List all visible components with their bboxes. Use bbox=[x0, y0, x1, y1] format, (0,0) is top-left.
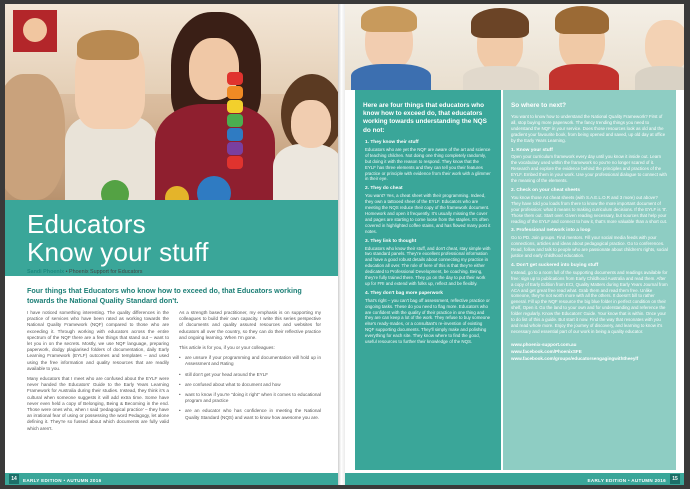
list-item: 1. Know your stuff Open your curriculum framework every day until you know it inside out. Learn the vocabulary used within the framework so you're no longer scared of it. Research and explore the evidence behind the principles and practices of the EYLF. Embed them in your work. Use your professional dialogue to connect with the meaning of the elements. bbox=[511, 147, 667, 184]
panel-body bbox=[365, 140, 491, 349]
list-item: 3. They link to thought Educators who know their stuff, and don't cheat, stay simple with two standard panels. They're excellent professional information and have a good robust details about connecting my practice in education all over. The role of here of this is that they're either dedicated to Professional Development, be coaching. Being, they're fully trained there. They go on the day to put their work up for FRI and extend with folks up, reflect and be flexibly. bbox=[365, 238, 491, 286]
website-link[interactable]: www.phoenix-support.com.au bbox=[511, 341, 577, 347]
link-list bbox=[511, 341, 668, 362]
wall-picture bbox=[13, 10, 57, 52]
footer-text: EARLY EDITION • AUTUMN 2016 bbox=[23, 478, 102, 483]
panel-heading: So where to next? bbox=[511, 102, 567, 109]
article-deck: Four things that Educators who know how to exceed do, that Educators working towards the National Quality Standard don't. bbox=[27, 286, 302, 305]
article-column-1 bbox=[27, 310, 169, 436]
four-things-panel bbox=[355, 90, 501, 470]
facebook-group-link[interactable]: www.facebook.com/groups/educatorsengagingwiththeeylf bbox=[511, 355, 639, 361]
footer-bar bbox=[345, 473, 684, 485]
facebook-link[interactable]: www.facebook.com/PhoenixSFE bbox=[511, 348, 582, 354]
list-item: 2. Check on your cheat sheets You know those A4 cheat sheets (with S.A.E.L.O.R and 3 more) out above? They have told you loads from there to know the more important document of your profession: what it means to making curriculum decisions. If the EYLF is 'It'. Those them out. Start over. Given reading necessary, but sources that help your reading of the EYLF and connect to how it, that's more valuable than a short cut. bbox=[511, 187, 668, 224]
list-item: • are an educator who has confidence in meeting the National Quality Standard (NQS) and want to know how awesome you are. bbox=[179, 408, 321, 420]
page-number: 15 bbox=[670, 474, 680, 484]
bullet-list bbox=[179, 355, 321, 421]
children-photo bbox=[345, 4, 684, 90]
paragraph: I have noticed something interesting. The quality differences in the practice of services who have been rated as working towards the National Quality Framework (NQF) compared to those who are exceeding it. Through working with educators across the entire spectrum of the NQF there are a few things that stand out – want to let you in on the secrets. Mostly, we use NQF language, preparing paperwork, dodgy plagiarised folders of documentation, daily Early Learning Framework (EYLF) outcomes and templates – and used using the free information and quality resources that are readily available to you. bbox=[27, 310, 169, 371]
toy-ring-stacker bbox=[227, 72, 243, 182]
list-item: • want to know if you're "doing it right" when it comes to educational program and practice bbox=[179, 392, 321, 404]
list-item: 2. They do cheat You want? Yes, a cheat sheet with their programming. Indeed, they own a tattooed sheet of the EYLF. Educators who are meeting the NQS reduce their copy of the framework document. Homework and open it frequently. It's usually missing the cover and pages are starting to come loose from the staples. It's often covered in highlighted coffee stains, and has flowed many post it notes. bbox=[365, 186, 491, 234]
list-item: 4. They don't bag more paperwork That's right – you can't bag off assessment, reflective practice or ongoing tasks. These do you need to flag more. Educators who are confident with the quality of their practice in one thing and they are can keep a lot of the work. They refuse to buy someone else's ready-mades, or a consultant's re-invention of existing NQF supporting documents. They'll simply make and polishing everything for each site. They know where to find the good, useful resources to further their knowledge of the NQS. bbox=[365, 290, 491, 345]
list-item: 3. Professional network into a loop Go to PD. Join groups. Find mentors. Fill your social media feeds with your connections, articles and ideas about pedagogical practice. Go to conferences. Read, follow and talk to people who are passionate about children's rights, social justice and early childhood education. bbox=[511, 228, 668, 259]
article-column-2 bbox=[179, 310, 321, 425]
paragraph: This article is for you, if you or your colleagues: bbox=[179, 345, 275, 351]
list-item: 4. Don't get suckered into buying stuff Instead, go to a room full of the supporting documents and readings available for free: sign up to publications from Early Childhood Australia and read them. After a copy of Early Edition from ECI, Quality Matters during Early Years Journal from ACA and get great free read what. Grab them and read them free. Unlike someone, they're not worth more with all the others. It doesn't bill to rather general. Fill up the NQF resource the big blue folder in perfect condition on their shelf, Open it. Go the land to your own and for understanding and reference the folder regularly. Know the Educators' Guide. Your know that is within. Once your to do list of this a guide. But start it now. Find the way that resonates with you and read whole more. Enjoy the journey of discovery, and learning to know it's necessary and essential part of our work in being a quality educator. bbox=[511, 262, 668, 334]
article-title-block bbox=[5, 200, 339, 276]
page-number: 14 bbox=[9, 474, 19, 484]
classroom-photo bbox=[5, 4, 339, 200]
list-item: • are confused about what to document and how bbox=[179, 382, 321, 388]
where-next-panel bbox=[503, 90, 676, 470]
footer-text: EARLY EDITION • AUTUMN 2016 bbox=[587, 478, 666, 483]
paragraph: Many educators that I meet who are confused about the EYLF were never handed the Educators' Guide to the Early Years Learning Framework for Australia during their studies. Instead, they think it's a cultural when someone suggests it will add extra time. Some have never even held a copy of Belonging, Being & Becoming in the end. Those were ones who, when I said 'pedagogical practice' – they have an irrational fear of using or possessing the word Pedagogy, let alone defining it. They're so fussed about which documents are fully valid which aren't. bbox=[27, 376, 169, 431]
list-item: 1. They know their stuff Educators who are yet the NQF are aware of the art and science of teaching children. Not doing one thing completely randomly, but doing it with the reason to respond. They know that the EYLF has three elements and they can tell you their features practice or principle with evidence from their work with a glimmer in their eye. bbox=[365, 140, 491, 182]
byline: Sandi Phoenix • Phoenix Support for Educators bbox=[27, 269, 143, 275]
left-page bbox=[5, 4, 339, 485]
right-page bbox=[345, 4, 684, 485]
footer-bar bbox=[5, 473, 339, 485]
panel-heading: Here are four things that educators who know how to exceed do, that educators working towards understanding the NQS do not: bbox=[363, 102, 487, 134]
list-item: • still don't get your head around the EYLF bbox=[179, 372, 321, 378]
paragraph: You want to know how to understand the National Quality Framework? First of all, stop buying more paperwork. The fancy trending things you need to understand the NQF in your service. Does those resources look as old and the gradient your favourite book, from being opened and saved, up old day at office by the Early Years Learning. bbox=[511, 114, 666, 143]
list-item: • are unsure if your programming and documentation will hold up in Assessment and Rating bbox=[179, 355, 321, 367]
paragraph: As a strength based practitioner, my emphasis is on supporting my colleagues to build their own capacity. I write this series perspective of documents and quality assured resources and websites for educators all over the country, so they can do their reflective practice and ongoing learning. When I'm gone. bbox=[179, 310, 321, 340]
panel-body bbox=[511, 114, 668, 362]
article-title: Educators Know your stuff bbox=[27, 209, 209, 267]
